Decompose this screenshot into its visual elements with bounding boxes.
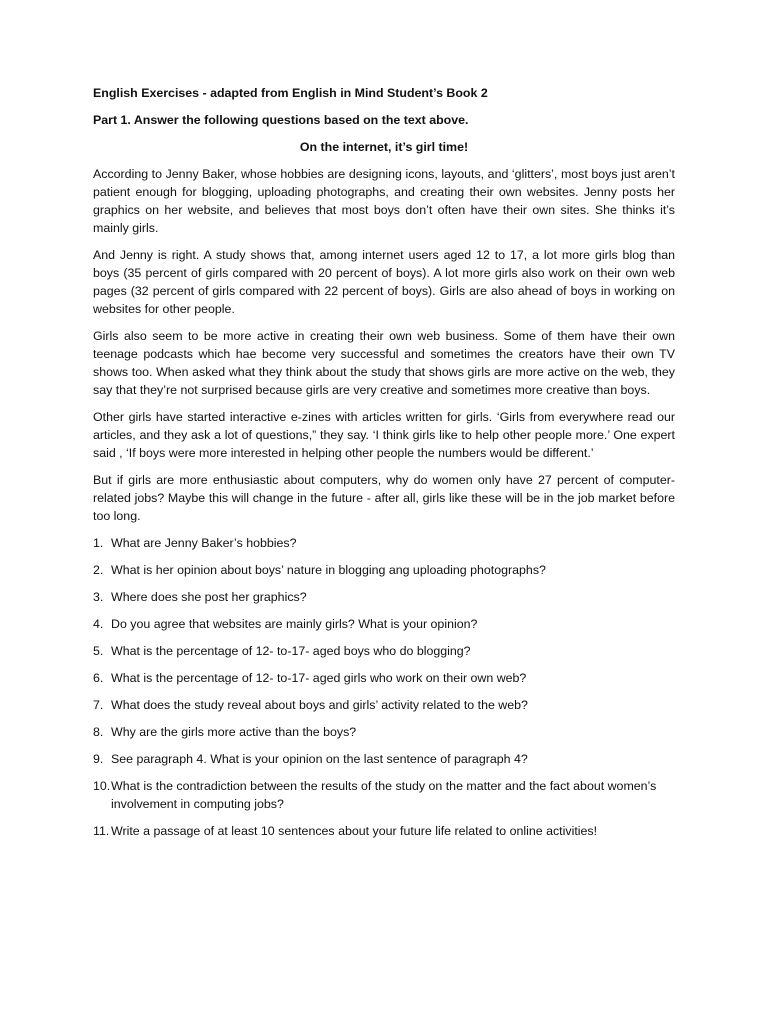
question-text: What are Jenny Baker’s hobbies? — [111, 536, 297, 550]
question-item — [93, 615, 675, 633]
question-number: 4. — [93, 617, 104, 631]
question-text: See paragraph 4. What is your opinion on the last sentence of paragraph 4? — [111, 752, 528, 766]
question-text: Why are the girls more active than the boys? — [111, 725, 357, 739]
question-number: 7. — [93, 698, 104, 712]
part-instruction: Part 1. Answer the following questions based on the text above. — [93, 113, 469, 127]
question-item — [93, 822, 675, 840]
article-paragraph-3: Girls also seem to be more active in creating their own web business. Some of them have their own teenage podcasts which hae become very successful and sometimes the creators have their own TV shows too. When asked what they think about the study that shows girls are more active on the web, they say that they’re not surprised because girls are very creative and sometimes more creative than boys. — [93, 329, 675, 397]
question-number: 1. — [93, 536, 104, 550]
question-number: 8. — [93, 725, 104, 739]
question-text: What is the contradiction between the results of the study on the matter and the fact about women’s involvement in computing jobs? — [111, 779, 657, 811]
question-text: Do you agree that websites are mainly girls? What is your opinion? — [111, 617, 478, 631]
question-text: What is the percentage of 12- to-17- aged girls who work on their own web? — [111, 671, 527, 685]
question-text: What is the percentage of 12- to-17- aged boys who do blogging? — [111, 644, 471, 658]
question-item — [93, 642, 675, 660]
document-page — [93, 84, 675, 849]
question-number: 6. — [93, 671, 104, 685]
question-text: Where does she post her graphics? — [111, 590, 307, 604]
article-paragraph-5: But if girls are more enthusiastic about computers, why do women only have 27 percent of computer-related jobs? Maybe this will change in the future - after all, girls like these will be in the job market before too long. — [93, 473, 675, 523]
question-item — [93, 750, 675, 768]
question-number: 5. — [93, 644, 104, 658]
question-text: What is her opinion about boys’ nature in blogging ang uploading photographs? — [111, 563, 546, 577]
question-number: 9. — [93, 752, 104, 766]
question-item — [93, 669, 675, 687]
question-number: 2. — [93, 563, 104, 577]
article-paragraph-2: And Jenny is right. A study shows that, among internet users aged 12 to 17, a lot more girls blog than boys (35 percent of girls compared with 20 percent of boys). A lot more girls also work on their own web pages (32 percent of girls compared with 22 percent of boys). Girls are also ahead of boys in working on websites for other people. — [93, 248, 675, 316]
question-text: Write a passage of at least 10 sentences about your future life related to online activities! — [111, 824, 598, 838]
question-text: What does the study reveal about boys and girls’ activity related to the web? — [111, 698, 528, 712]
article-title: On the internet, it’s girl time! — [299, 140, 469, 154]
question-number: 11. — [93, 824, 110, 838]
question-number: 3. — [93, 590, 104, 604]
question-item — [93, 777, 675, 813]
question-item — [93, 696, 675, 714]
question-number: 10. — [93, 779, 111, 793]
article-paragraph-1: According to Jenny Baker, whose hobbies are designing icons, layouts, and ‘glitters’, most boys just aren’t patient enough for blogging, uploading photographs, and creating their own websites. Jenny posts her graphics on her website, and believes that most boys don’t often have their own sites. She thinks it’s mainly girls. — [93, 167, 675, 235]
question-item — [93, 723, 675, 741]
question-item — [93, 561, 675, 579]
question-item — [93, 534, 675, 552]
question-item — [93, 588, 675, 606]
article-paragraph-4: Other girls have started interactive e-zines with articles written for girls. ‘Girls from everywhere read our articles, and they ask a lot of questions,” they say. ‘I think girls like to help other people more.’ One expert said , ‘If boys were more interested in helping other people the numbers would be different.’ — [93, 410, 675, 460]
question-list — [93, 534, 675, 840]
document-header-title: English Exercises - adapted from English in Mind Student’s Book 2 — [93, 86, 488, 100]
